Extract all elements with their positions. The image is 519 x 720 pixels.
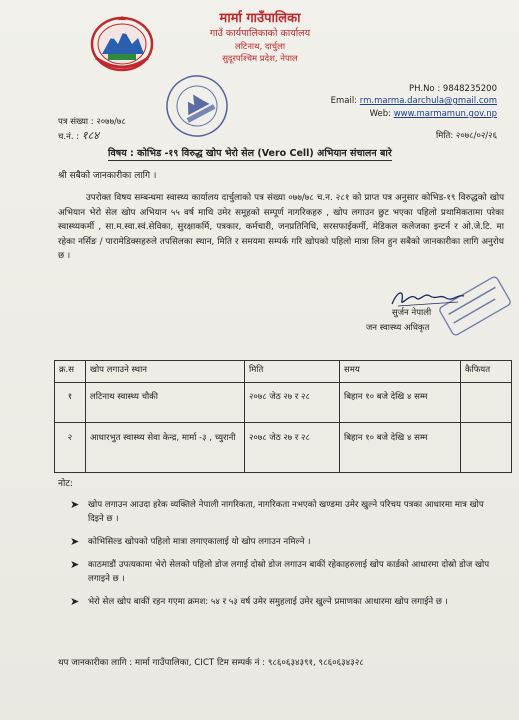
office-subtitle: गाउँ कार्यपालिकाको कार्यालय (209, 28, 311, 39)
cell-serial: १ (55, 383, 86, 423)
cell-location: लटिनाथ स्वास्थ्य चौकी (86, 383, 245, 423)
signatory-name: सुर्जन नेपाली (392, 308, 432, 318)
cell-time: बिहान १० बजे देखि ४ सम्म (340, 383, 461, 423)
dispatch-number-value: १८४ (81, 129, 99, 142)
letter-number (58, 116, 126, 127)
notes-list (70, 498, 502, 618)
letter-number-label: पत्र संख्या : (58, 117, 97, 127)
letter-body: उपरोक्त विषय सम्बन्धमा स्वास्थ्य कार्यालय दार्चुलाको पत्र संख्या ०७७/७८ च.न. २८१ को प्राप्त पत्र अनुसार कोभिड-१९ विरुद्धको खोप अभियान भेरो सेल खोप अभियान ५५ वर्ष माथि उमेर समूहको सम्पूर्ण नागरिकहरु , खोप लगाउन छुट भएका पहिलो प्रथामिकतामा परेका स्वास्थ्यकर्मी , सा.म.स्वा.स्वं.सेविका, सुरक्षाकर्मि, पत्रकार, कर्मचारी, जनप्रतिनिधि, सरसफाईकर्मी, मेडिकल कलेजका इन्टर्न र ओ.जे.टि. मा रहेका नर्सिङ / पारामेडिक्सहरुले तपसिलका स्थान, मिति र समयमा सम्पर्क गरि खोपको पहिलो मात्रा लिन हुन सबैको जानकारीका लागि अनुरोध छ । (58, 193, 504, 261)
web-line (370, 109, 497, 119)
col-remarks: कैफियत (461, 361, 512, 383)
email-label: Email: (330, 96, 360, 106)
dispatch-number-label: च.नं. : (58, 132, 82, 142)
web-label: Web: (369, 109, 394, 119)
list-item (70, 558, 502, 586)
phone-number: 9848235200 (442, 84, 497, 94)
subject-text: कोभिड -१९ विरुद्ध खोप भेरो सेल (Vero Cell) अभियान संचालन बारे (137, 148, 392, 159)
phone-label: PH.No : (409, 84, 443, 94)
list-item (70, 498, 502, 526)
signatory-position: जन स्वास्थ्य अधिकृत (366, 323, 430, 333)
letter-date (436, 130, 497, 141)
note-text: खोप लगाउन आउदा हरेक व्यक्तिले नेपाली नागरिकता, नागरिकता नभएको खण्डमा उमेर खुल्ने परिचय पत्रका आधारमा मात्र खोप दिइने छ । (88, 500, 484, 524)
letter-number-value: २०७७/७८ (96, 117, 126, 127)
cell-serial: २ (55, 423, 86, 473)
cell-remarks (461, 383, 512, 423)
table-row (55, 383, 512, 423)
cell-date: २०७८ जेठ २७ र २८ (245, 383, 340, 423)
date-label: मिति: (436, 131, 456, 141)
nepal-emblem-icon (88, 14, 156, 72)
cell-location: आधारभुत स्वास्थ्य सेवा केन्द्र, मार्मा -३ , च्युरानी (86, 423, 245, 473)
subject-label: विषय : (108, 148, 138, 159)
table-row (55, 423, 512, 473)
dispatch-number (58, 128, 99, 143)
note-text: काठमाडौं उपत्यकामा भेरो सेलको पहिलो डोज लगाई दोस्रो डोज लगाउन बाकीं रहेकाहरुलाई खोप कार्डको आधारमा दोस्रो डोज खोप लगाइने छ । (88, 560, 490, 584)
office-province: सुदूरपश्चिम प्रदेश, नेपाल (222, 54, 298, 64)
list-item (70, 535, 502, 549)
arrow-bullet-icon: ➤ (70, 595, 80, 608)
email-line (331, 96, 497, 106)
date-value: २०७८/०२/२६ (455, 131, 497, 141)
col-time: समय (340, 361, 461, 383)
cell-time: बिहान १० बजे देखि ४ सम्म (340, 423, 461, 473)
table-header-row (55, 361, 512, 383)
contact-footer: थप जानकारीका लागि : मार्मा गाउँपालिका, CICT टिम सम्पर्क नं : ९८६०६३४३९१, ९८६०६३४३२८ (58, 658, 364, 668)
phone-line (409, 84, 497, 94)
letter-subject (108, 146, 438, 161)
col-location: खोप लगाउने स्थान (86, 361, 245, 383)
note-text: कोभिसिल्ड खोपको पहिलो मात्रा लगाएकालाई यो खोप लगाउन नमिल्ने । (88, 537, 311, 547)
office-stamp-icon (158, 70, 236, 142)
arrow-bullet-icon: ➤ (70, 498, 80, 511)
note-text: भेरो सेल खोप बाकीं रहन गएमा क्रमश: ५४ र ५३ वर्ष उमेर समुहलाई उमेर खुल्ने प्रमाणका आधारमा खोप लगाईने छ । (88, 597, 448, 607)
col-serial: क्र.स (55, 361, 86, 383)
email-link[interactable]: rm.marma.darchula@gmail.com (359, 96, 497, 106)
list-item (70, 595, 502, 609)
cell-date: २०७८ जेठ २७ र २८ (245, 423, 340, 473)
col-date: मिति (245, 361, 340, 383)
signatory-stamp-icon (436, 276, 514, 336)
greeting: श्री सबैको जानकारीका लागि । (58, 171, 157, 181)
arrow-bullet-icon: ➤ (70, 535, 80, 548)
vaccination-schedule-table (54, 360, 512, 473)
note-label: नोट: (58, 479, 73, 489)
office-name: मार्मा गाउँपालिका (219, 11, 301, 26)
office-address: लटिनाथ, दार्चुला (234, 42, 286, 52)
arrow-bullet-icon: ➤ (70, 558, 80, 571)
web-link[interactable]: www.marmamun.gov.np (393, 109, 497, 119)
cell-remarks (461, 423, 512, 473)
